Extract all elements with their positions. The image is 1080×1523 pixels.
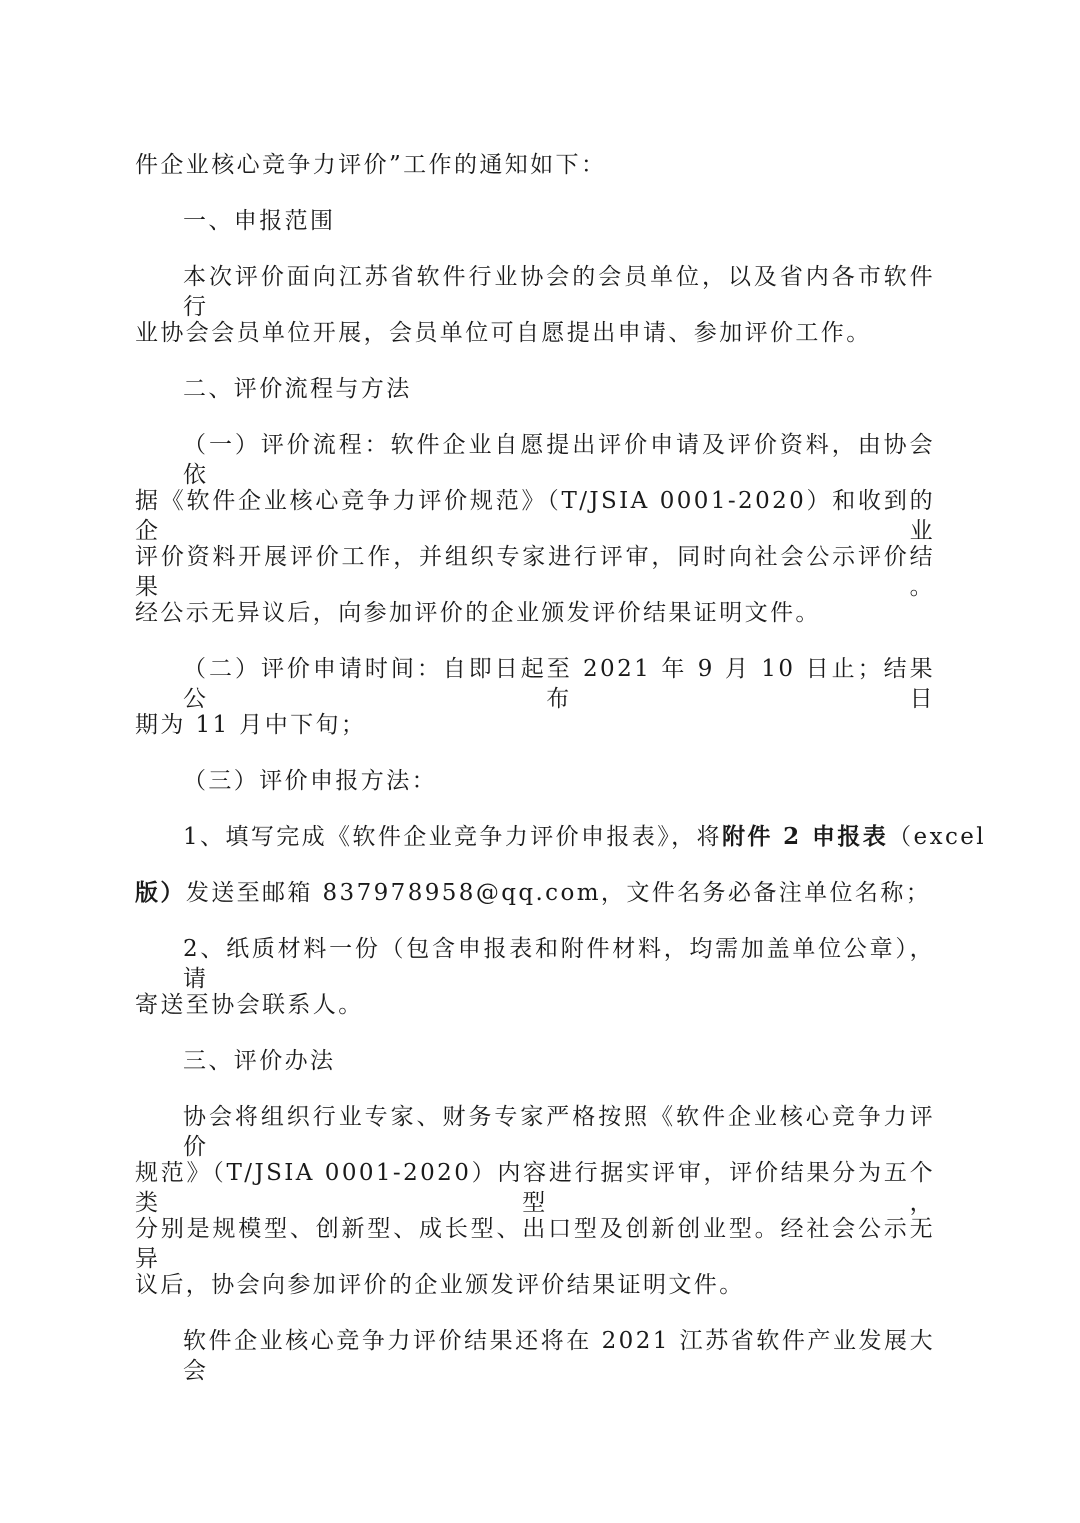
paragraph-step2-line-2: 寄送至协会联系人。 (135, 992, 364, 1018)
paragraph-process-line-4: 经公示无异议后，向参加评价的企业颁发评价结果证明文件。 (135, 600, 821, 626)
paragraph-evaluation-line-2: 规范》（T/JSIA 0001-2020）内容进行据实评审，评价结果分为五个类型， (135, 1160, 935, 1216)
version-emphasis: 版） (135, 879, 186, 906)
section-heading-evaluation: 三、评价办法 (183, 1048, 336, 1074)
paragraph-step1-line-1 (183, 822, 986, 852)
paragraph-evaluation-line-1: 协会将组织行业专家、财务专家严格按照《软件企业核心竞争力评价 (183, 1104, 935, 1160)
section-heading-process: 二、评价流程与方法 (183, 376, 412, 402)
paragraph-scope-line-1: 本次评价面向江苏省软件行业协会的会员单位，以及省内各市软件行 (183, 264, 935, 320)
paragraph-process-line-3: 评价资料开展评价工作，并组织专家进行评审，同时向社会公示评价结果。 (135, 544, 935, 600)
subheading-method: （三）评价申报方法： (183, 768, 437, 794)
excel-note: （excel (888, 824, 986, 850)
email-text: 发送至邮箱 837978958@qq.com，文件名务必备注单位名称； (185, 880, 932, 906)
paragraph-evaluation-line-4: 议后，协会向参加评价的企业颁发评价结果证明文件。 (135, 1272, 745, 1298)
paragraph-evaluation-line-3: 分别是规模型、创新型、成长型、出口型及创新创业型。经社会公示无异 (135, 1216, 935, 1272)
text-line-intro-end: 件企业核心竞争力评价”工作的通知如下： (135, 152, 607, 178)
paragraph-process-line-2: 据《软件企业核心竞争力评价规范》（T/JSIA 0001-2020）和收到的企业 (135, 488, 935, 544)
paragraph-scope-line-2: 业协会会员单位开展，会员单位可自愿提出申请、参加评价工作。 (135, 320, 872, 346)
paragraph-time-line-1: （二）评价申请时间：自即日起至 2021 年 9 月 10 日止；结果公布日 (183, 656, 935, 712)
paragraph-process-line-1: （一）评价流程：软件企业自愿提出评价申请及评价资料，由协会依 (183, 432, 935, 488)
step1-text: 1、填写完成《软件企业竞争力评价申报表》，将 (183, 824, 722, 850)
paragraph-time-line-2: 期为 11 月中下旬； (135, 712, 367, 738)
attachment-2-emphasis: 附件 2 申报表 (721, 823, 889, 850)
section-heading-scope: 一、申报范围 (183, 208, 336, 234)
paragraph-step1-line-2 (135, 878, 935, 908)
paragraph-results-line-1: 软件企业核心竞争力评价结果还将在 2021 江苏省软件产业发展大会 (183, 1328, 935, 1384)
paragraph-step2-line-1: 2、纸质材料一份（包含申报表和附件材料，均需加盖单位公章），请 (183, 936, 935, 992)
